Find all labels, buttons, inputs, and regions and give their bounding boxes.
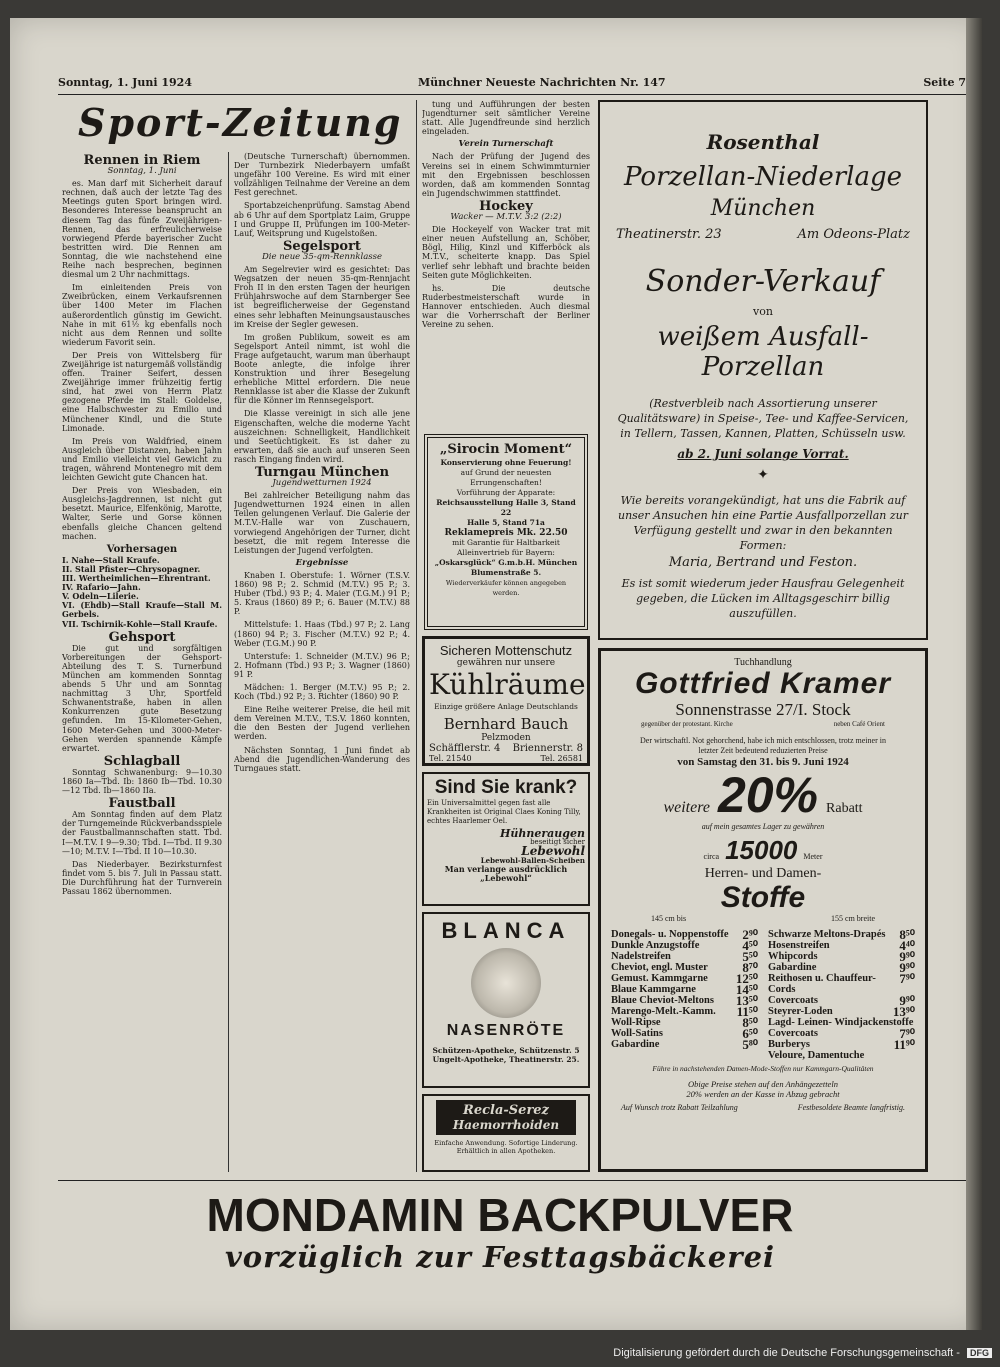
ad-text: Obige Preise stehen auf den Anhängezetteln [688,1079,838,1089]
decorative-star: ✦ [757,467,769,483]
subheading: Verein Turnerschaft [458,139,554,150]
item-price: 2⁹⁰ [742,927,758,942]
paragraph: Der Preis von Wittelsberg für Zweijährige ist naturgemäß vollständig offen. Trainer Seifert, dessen Zweijährige immer frühzeitig fertig sind, hat zwei von Herrn Platz gezogene Pferde im Stall: Goldelse, eine Halbschwester zu Emilio und Münchener Kindl, und die Stute Limonade. [62,350,222,433]
ad-blanca [422,912,590,1088]
ad-description: (Restverbleib nach Assortierung unserer Qualitätsware) in Speise-, Tee- und Kaffee-Servicen, in Tellern, Tassen, Kannen, Platten, Schüsseln usw. [617,397,909,440]
ad-headline: BLANCA [441,918,571,943]
ad-text: Vorführung der Apparate: [456,488,556,497]
item-price: 7⁹⁰ [899,971,915,986]
ad-headline: Porzellan-Niederlage [623,162,903,192]
ad-text: Festbesoldete Beamte langfristig. [797,1103,905,1112]
item-price: 14⁵⁰ [735,982,758,997]
ad-address: Sonnenstrasse 27/I. Stock [675,700,851,719]
paragraph: es. Man darf mit Sicherheit darauf rechnen, daß auch der letzte Tag des Meetings guten Sport bringen wird. Besonderes Interesse beansprucht an diesem Tag das fünfe Zweijährigen-Rennen, das erfreulicherweise vorwiegend Pferde bayerischer Zucht bestritten wird. Die Rennen am Sonntag, die wie nachstehend eine Reihe nach besprechen, beginnen diesmal um 2 Uhr nachmittags. [62,179,222,280]
ad-text: circa [703,852,720,861]
ad-address: Theatinerstr. 23 [616,227,722,242]
paragraph: Im großen Publikum, soweit es am Segelsport Anteil nimmt, ist wohl die Frage aufgetaucht, warum man überhaupt Boote anlegte, die infolge ihrer Konstruktion und ihrer Besegelung erhebliche Mittel erfordern. Die neue Rennklasse ist aber die Klasse der Zukunft für die Könner im Rennsegelsport. [234,332,410,406]
ad-city: München [710,196,816,221]
item-name: Covercoats [768,1028,818,1039]
price-row [611,951,758,962]
ad-sirocin [424,434,588,630]
item-name: Whipcords [768,951,818,962]
ad-kuehlraeume [422,636,590,766]
paragraph: Mittelstufe: 1. Haas (Tbd.) 97 P.; 2. Lang (1860) 94 P.; 3. Fischer (M.T.V.) 92 P.; 4. Weber (T.G.M.) 90 P. [234,620,410,648]
ad-mondamin [150,1190,850,1274]
paragraph: Am Segelrevier wird es gesichtet: Das Wegsatzen der neuen 35-qm-Rennjacht Froh II in den ersten Tagen der heurigen Frühjahrswoche auf dem Starnberger See ist begreiflicherweise der Gegenstand eines sehr lebhaften Meinungsaustausches im Kreise der Segler gewesen. [234,265,410,329]
heading-segelsport: Segelsport [283,238,361,254]
item-name: Donegals- u. Noppenstoffe [611,929,729,940]
item-name: Woll-Satins [611,1028,663,1039]
ad-text: Ein Universalmittel gegen fast alle Krankheiten ist Original Claes Koning Tilly, echtes Haarlemer Oel. [427,799,581,825]
ad-text: Einfache Anwendung. Sofortige Linderung. Erhältlich in allen Apotheken. [434,1139,578,1155]
paragraph: Unterstufe: 1. Schneider (M.T.V.) 96 P.; 2. Hofmann (Tbd.) 93 P.; 3. Wagner (1860) 91 P. [234,651,410,679]
subheading-date: Sonntag, 1. Juni [107,166,177,177]
ad-text: Rabatt [826,801,863,816]
item-price: 9⁹⁰ [899,949,915,964]
ad-text: Konservierung ohne Feuerung! [440,458,572,467]
heading-schlagball: Schlagball [103,753,181,769]
item-price: 9⁹⁰ [899,993,915,1008]
ad-phone: Tel. 21540 [429,754,472,763]
ad-text: mit Garantie für Haltbarkeit [452,538,560,547]
tip-item: VI. (Ehdb)—Stall Kraufe—Stall M. Gerbels. [62,600,222,620]
ad-text: Wiederverkäufer können angegeben werden. [445,579,567,597]
ad-item: weißem Ausfall-Porzellan [657,322,869,382]
ad-headline: Stoffe [720,881,806,914]
paragraph: Im einleitenden Preis von Zweibrücken, einem Verkaufsrennen über 1400 Meter im Flachen außerordentlich günstig im Gewicht. Nahe in mit 61½ kg ebenfalls noch nicht aus dem Rennen und sollte wiederum Favorit sein. [62,283,222,347]
item-name: Gemust. Kammgarne [611,973,708,984]
masthead: Sport-Zeitung [78,100,403,145]
ad-headline: NASENRÖTE [446,1022,566,1039]
paragraph: Die gut und sorgfältigen Vorbereitungen der Gehsport-Abteilung des T. S. Turnerbund München am kommenden Sonntag abends 5 Uhr und am Sonntag nachmittag 3 Uhr, Sportfeld Schwanentstraße, haben in allen Konkurrenzen gute Besetzung gefunden. Im 15-Kilometer-Gehen, 1600 Meter-Gehen und 3000-Meter-Gehen werden spannende Kämpfe erwartet. [62,643,222,753]
tip-item: VII. Tschirnik-Kohle—Stall Kraufe. [62,618,218,629]
ad-text: weitere [663,799,710,816]
item-name: Blaue Cheviot-Meltons [611,995,714,1006]
paragraph: Bei zahlreicher Beteiligung nahm das Jugendwetturnen 1924 einen in allen Teilen gelungenen Verlauf. Die Galerie der M.T.V.-Halle war von Zuschauern, vorwiegend Angehörigen der Turner, dicht besetzt, die mit regem Interesse die Leistungen der Jugend verfolgten. [234,491,410,555]
ad-tagline: vorzüglich zur Festtagsbäckerei [224,1240,776,1274]
ad-text: gegenüber der protestant. Kirche [641,720,733,728]
ad-title: „Sirocin Moment“ [439,442,573,457]
bottle-illustration [471,948,541,1018]
item-name: Dunkle Anzugstoffe [611,940,700,951]
ad-address: Schäfflerstr. 4 [429,743,501,754]
ad-forms: Maria, Bertrand und Feston. [668,555,858,570]
ad-text: Meter [803,852,823,861]
ad-company: Gottfried Kramer [634,667,892,700]
ad-sind-sie-krank [422,772,590,906]
item-price: 4⁵⁰ [742,938,758,953]
ad-text: von [753,305,773,318]
ad-brand: Recla-Serez [463,1103,549,1118]
item-price: 13⁵⁰ [735,993,758,1008]
paragraph: Nächsten Sonntag, 1 Juni findet ab Abend die Jugendlichen-Wanderung des Turngaues statt. [234,745,410,773]
item-name: Cheviot, engl. Muster [611,962,708,973]
heading-vorhersagen: Vorhersagen [106,543,178,555]
tip-item: III. Wertheimlichen—Ehrentrant. [62,573,211,584]
price-row [611,940,758,951]
heading-gehsport: Gehsport [108,629,176,645]
paragraph: Der Preis von Wiesbaden, ein Ausgleichs-Jagdrennen, ist nicht gut besetzt. Maurice, Elfenkönig, Marotte, Walter, Serie und Gorse können ebenfalls gleiche Chancen geltend machen. [62,486,222,541]
item-price: 8⁵⁰ [899,927,915,942]
price-row [611,1017,758,1028]
ad-text: Herren- und Damen- [704,866,822,881]
price-row [768,929,915,940]
book-spine [966,18,982,1330]
ad-text: beseitigt sicher [530,838,585,846]
subheading-ergebnisse: Ergebnisse [295,557,349,568]
item-name: Lagd- Leinen- Windjackenstoffe [768,1017,914,1028]
price-row [768,1006,915,1017]
item-name: Gabardine [611,1039,660,1050]
item-price: 8⁵⁰ [742,1015,758,1030]
ad-date: ab 2. Juni solange Vorrat. [677,447,849,461]
tip-item: I. Nahe—Stall Kraufe. [62,554,160,565]
paragraph: Sportabzeichenprüfung. Samstag Abend ab 6 Uhr auf dem Sportplatz Laim, Gruppe I und Gruppe II, Prüfungen im 100-Meter-Lauf, Weitsprung und Kugelstoßen. [234,201,410,238]
paragraph: Nach der Prüfung der Jugend des Vereins sei in einem Schwimmturnier mit den Ergebnissen beschlossen worden, daß am kommenden Sonntag ein Jugendschwimmen stattfindet. [422,152,590,198]
ad-text: Einzige größere Anlage Deutschlands [434,702,578,711]
item-name: Hosenstreifen [768,940,830,951]
price-row [768,1039,915,1050]
header-rule [58,94,966,95]
item-price: 4⁴⁰ [899,938,915,953]
ad-text: Tuchhandlung [734,657,792,668]
meter-quantity: 15000 [725,835,798,865]
item-price: 7⁹⁰ [899,1026,915,1041]
price-row [768,951,915,962]
price-row [611,1039,758,1050]
price-list-right [768,929,915,1061]
ad-address: Briennerstr. 8 [512,743,583,754]
item-price: 11⁵⁰ [736,1004,758,1019]
price-row [768,940,915,951]
ad-gottfried-kramer [598,648,928,1172]
price-row [611,1006,758,1017]
ad-text: Lebewohl [521,844,585,858]
page-header [58,76,966,94]
ad-company: Bernhard Bauch [443,715,569,733]
ad-text: Reklamepreis Mk. 22.50 [444,528,568,538]
ad-sale-title: Sonder-Verkauf [645,264,881,299]
ad-text: Führe in nachstehenden Damen-Mode-Stoffen nur Kammgarn-Qualitäten [652,1064,874,1073]
discount-percent: 20% [717,767,819,823]
tip-item: II. Stall Pfister—Chrysopagner. [62,563,201,574]
item-price: 13⁹⁰ [892,1004,915,1019]
column-divider [228,152,229,1172]
ad-text: Reichsausstellung Halle 3, Stand 22 [436,498,576,517]
price-row [611,929,758,940]
item-name: Gabardine [768,962,817,973]
paragraph: Die Klasse vereinigt in sich alle jene Eigenschaften, welche die moderne Yacht auszeichnen: Schnelligkeit, Handlichkeit und Seetüchtigkeit. Es ist daher zu erwarten, daß sie auch auf unseren Seen rasch Eingang finden wird. [234,409,410,464]
paragraph: Im Preis von Waldfried, einem Ausgleich über Distanzen, haben Jahn und Emilio vielleicht viel Gewicht zu tragen, während Montenegro mit dem leichten Gewicht gute Chancen hat. [62,436,222,483]
paragraph: tung und Aufführungen der besten Jugendturner seit sämtlicher Vereine statt. Alle Jugendfreunde sind herzlich eingeladen. [422,100,590,137]
price-row [611,1028,758,1039]
column-divider [416,100,417,1172]
price-row [611,995,758,1006]
ad-text: Halle 5, Stand 71a [467,518,545,527]
item-name: Marengo-Melt.-Kamm. [611,1006,716,1017]
item-price: 8⁷⁰ [742,960,758,975]
subheading: Wacker — M.T.V. 3:2 (2:2) [450,212,562,223]
column-1 [62,152,222,1172]
ad-headline: MONDAMIN BACKPULVER [206,1189,794,1241]
price-row [768,1017,915,1028]
ad-text: Man verlange ausdrücklich „Lebewohl“ [444,864,568,883]
ad-text: auf mein gesamtes Lager zu gewähren [701,822,825,831]
ad-text: 20% werden an der Kasse in Abzug gebracht [686,1089,840,1099]
ad-text: Auf Wunsch trotz Rabatt Teilzahlung [621,1103,738,1112]
ad-text: 145 cm bis [651,914,687,923]
brand-logo: Rosenthal [706,130,820,154]
item-name: Nadelstreifen [611,951,671,962]
price-row [768,962,915,973]
item-price: 11⁹⁰ [893,1037,915,1052]
ad-title: Sicheren Mottenschutz [439,643,573,658]
item-price: 6⁵⁰ [742,1026,758,1041]
ad-recla-serez [422,1094,590,1172]
ad-rosenthal [598,100,928,640]
ad-headline: Kühlräume [429,668,586,701]
subheading: Die neue 35-qm-Rennklasse [261,251,383,262]
item-name: Burberys [768,1039,810,1050]
ad-text: Ungelt-Apotheke, Theatinerstr. 25. [432,1055,580,1064]
digitization-credit [613,1347,992,1359]
ad-text: auf Grund der neuesten Errungenschaften! [460,468,552,487]
column-3-text [422,100,590,430]
ad-dates: von Samstag den 31. bis 9. Juni 1924 [677,756,849,768]
paragraph: Am Sonntag finden auf dem Platz der Turngemeinde Rückverbandsspiele der Faustballmannschaften statt. Tbd. I—M.T.V. I 9—9.30; Tbd. I—Tbd. II 9.30—10; M.T.V. I—Tbd. II 10—10.30. [62,810,222,856]
item-price: 5⁸⁰ [742,1037,758,1052]
item-name: Blaue Kammgarne [611,984,696,995]
paragraph: hs. Die deutsche Ruderbestmeisterschaft wurde in Hannover entschieden. Auch diesmal war die Vorherrschaft der Berliner Vereine zu sehen. [422,283,590,330]
paragraph: Die Hockeyelf von Wacker trat mit einer neuen Aufstellung an, Schöber, Bögl, Hilig, Kinzl und Kifferböck als M.T.V., scheiterte knapp. Das Spiel verlief sehr lebhaft und brachte beiden Seiten gute Möglichkeiten. [422,225,590,280]
heading-hockey: Hockey [479,198,533,214]
item-name: Schwarze Meltons-Drapés [768,929,886,940]
price-list-left [611,929,758,1061]
column-2 [234,152,410,1172]
ad-text: Alleinvertrieb für Bayern: [457,548,555,557]
price-row [768,1050,915,1061]
ad-text: Der wirtschaftl. Not gehorchend, habe ich mich entschlossen, trotz meiner in letzter Zeit bedeutend reduzierten Preise [640,736,886,755]
ad-text: Haemorrhoiden [452,1118,560,1132]
heading-faustball: Faustball [108,796,176,812]
item-price: 12⁵⁰ [735,971,758,986]
item-name: Covercoats [768,995,818,1006]
paragraph: Das Niederbayer. Bezirksturnfest findet vom 5. bis 7. Juli in Passau statt. Die Durchführung hat der Turnverein Passau 1862 übernommen. [62,859,222,897]
item-name: Woll-Ripse [611,1017,661,1028]
subheading: Jugendwetturnen 1924 [272,478,372,489]
item-price: 9⁹⁰ [899,960,915,975]
credit-text: Digitalisierung gefördert durch die Deutsche Forschungsgemeinschaft - [613,1347,960,1359]
paragraph: (Deutsche Turnerschaft) übernommen. Der Turnbezirk Niederbayern umfaßt ungefähr 100 Vereine. Es wird mit einer vollzähligen Teilnahme der Vereine an dem Fest gerechnet. [234,152,410,198]
item-name: Steyrer-Loden [768,1006,833,1017]
ad-text: „Oskarsglück“ G.m.b.H. München [434,558,578,567]
item-name: Veloure, Damentuche [768,1050,865,1061]
header-page: Seite 7 [923,76,966,89]
ad-address: Am Odeons-Platz [797,227,910,242]
ad-text: Pelzmoden [481,733,531,743]
header-paper: Münchner Neueste Nachrichten Nr. 147 [418,76,666,89]
ad-text: neben Café Orient [833,720,885,728]
item-price: 5⁵⁰ [742,949,758,964]
footer-rule [58,1180,966,1181]
ad-text: Lebewohl-Ballen-Scheiben [480,856,585,865]
ad-headline: Sind Sie krank? [434,777,578,798]
ad-text: Wie bereits vorangekündigt, hat uns die Fabrik auf unser Ansuchen hin eine Partie Ausfallporzellan zur Verfügung gestellt und zwar in den bekannten Formen: [617,494,909,552]
paragraph: Eine Reihe weiterer Preise, die heil mit dem Vereinen M.T.V., T.S.V. 1860 konnten, die den Besten der Jugend verliehen werden. [234,705,410,742]
item-name: Reithosen u. Chauffeur-Cords [768,973,876,995]
heading-rennen: Rennen in Riem [83,153,201,168]
paragraph: Knaben I. Oberstufe: 1. Wörner (T.S.V. 1860) 98 P.; 2. Schmid (M.T.V.) 95 P.; 3. Huber (Tbd.) 93 P.; 4. Maier (T.G.M.) 91 P.; 5. Kraus (1860) 89 P.; 6. Bauer (M.T.V.) 88 P. [234,570,410,617]
tip-item: IV. Rafario—Jahn. [62,582,141,593]
ad-text: Schützen-Apotheke, Schützenstr. 5 [432,1046,580,1055]
ad-text: gewähren nur unsere [456,658,556,668]
paragraph: Sonntag Schwanenburg: 9—10.30 1860 Ia—Tbd. Ib: 1860 Ib—Tbd. 10.30—12 Tbd. Ib—1860 IIa. [62,767,222,796]
ad-text: Hühneraugen [500,827,585,840]
price-row [768,1028,915,1039]
price-row [768,973,915,995]
ad-phone: Tel. 26581 [540,754,583,763]
tip-item: V. Odeln—Lilerie. [62,591,139,602]
heading-turngau: Turngau München [254,465,390,480]
ad-text: 155 cm breite [831,914,875,923]
header-date: Sonntag, 1. Juni 1924 [58,76,192,89]
ad-text: Es ist somit wiederum jeder Hausfrau Gelegenheit gegeben, die Lücken im Alltagsgeschirr billig auszufüllen. [621,577,905,620]
paragraph: Mädchen: 1. Berger (M.T.V.) 95 P.; 2. Koch (Tbd.) 92 P.; 3. Richter (1860) 90 P. [234,682,410,702]
tips-list [62,556,222,629]
ad-text: Blumenstraße 5. [470,568,542,577]
dfg-logo-icon: DFG [967,1348,992,1358]
